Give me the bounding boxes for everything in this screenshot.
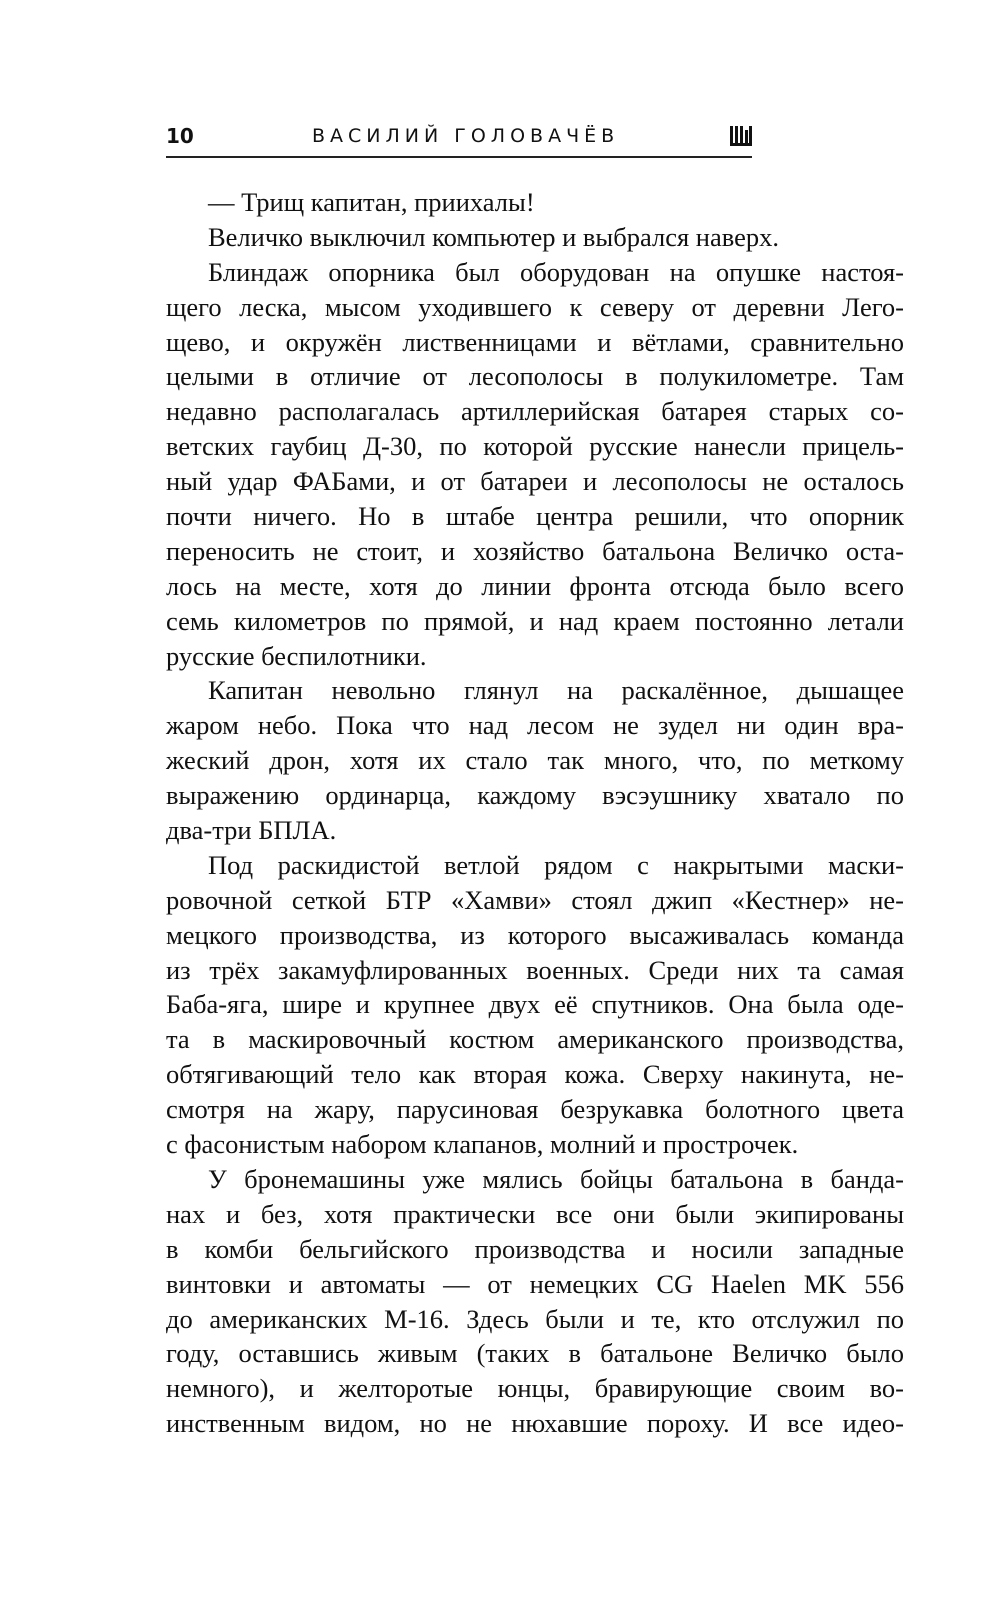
text-line: мецкого производства, из которого высаживалась команда	[166, 919, 904, 950]
text-line: щего леска, мысом уходившего к северу от деревни Лего-	[166, 291, 904, 322]
text-line: смотря на жару, парусиновая безрукавка болотного цвета	[166, 1094, 904, 1125]
running-header	[166, 122, 752, 158]
page-number: 10	[166, 124, 194, 148]
paragraph	[166, 673, 904, 847]
text-line: нах и без, хотя практически все они были экипированы	[166, 1198, 904, 1229]
text-line: обтягивающий тело как вторая кожа. Сверху накинута, не-	[166, 1059, 904, 1090]
text-line: та в маскировочный костюм американского производства,	[166, 1024, 904, 1055]
page-body	[166, 185, 904, 1441]
text-line: ветских гаубиц Д-30, по которой русские нанесли прицель-	[166, 431, 904, 462]
text-line: до американских М-16. Здесь были и те, кто отслужил по	[166, 1303, 904, 1334]
text-line: переносить не стоит, и хозяйство батальона Величко оста-	[166, 535, 904, 566]
text-line: жеский дрон, хотя их стало так много, что, по меткому	[166, 745, 904, 776]
text-line: — Трищ капитан, приихалы!	[208, 187, 535, 217]
text-line: почти ничего. Но в штабе центра решили, что опорник	[166, 501, 904, 532]
text-line: ный удар ФАБами, и от батареи и лесополосы не осталось	[166, 466, 904, 497]
text-line: два-три БПЛА.	[166, 815, 337, 846]
publisher-logo-icon	[730, 126, 752, 146]
paragraph	[166, 220, 904, 255]
text-line: Величко выключил компьютер и выбрался наверх.	[208, 221, 779, 252]
text-line: винтовки и автоматы — от немецких CG Haelen MK 556	[166, 1268, 904, 1299]
text-line: ровочной сеткой БТР «Хамви» стоял джип «Кестнер» не-	[166, 884, 904, 915]
text-line: в комби бельгийского производства и носили западные	[166, 1233, 904, 1264]
paragraph	[166, 1162, 904, 1441]
paragraph	[166, 185, 904, 220]
text-line: Баба-яга, шире и крупнее двух её спутников. Она была оде-	[166, 989, 904, 1020]
text-line: немного), и желторотые юнцы, бравирующие своим во-	[166, 1373, 904, 1404]
text-line: Блиндаж опорника был оборудован на опушке настоя-	[208, 256, 904, 287]
text-line: из трёх закамуфлированных военных. Среди них та самая	[166, 954, 904, 985]
text-line: щево, и окружён лиственницами и вётлами, сравнительно	[166, 326, 904, 357]
text-line: русские беспилотники.	[166, 640, 427, 671]
text-line: лось на месте, хотя до линии фронта отсюда было всего	[166, 570, 904, 601]
text-line: с фасонистым набором клапанов, молний и прострочек.	[166, 1129, 799, 1160]
text-line: жаром небо. Пока что над лесом не зудел ни один вра-	[166, 710, 904, 741]
text-line: У бронемашины уже мялись бойцы батальона в банда-	[208, 1163, 904, 1194]
text-line: инственным видом, но не нюхавшие пороху. И все идео-	[166, 1408, 904, 1439]
paragraph	[166, 255, 904, 674]
author-name: ВАСИЛИЙ ГОЛОВАЧЁВ	[312, 125, 620, 147]
text-line: выражению ординарца, каждому вэсэушнику хватало по	[166, 780, 904, 811]
text-line: году, оставшись живым (таких в батальоне Величко было	[166, 1338, 904, 1369]
text-line: недавно располагалась артиллерийская батарея старых со-	[166, 396, 904, 427]
paragraph	[166, 848, 904, 1162]
text-line: целыми в отличие от лесополосы в полукилометре. Там	[166, 361, 904, 392]
text-line: семь километров по прямой, и над краем постоянно летали	[166, 605, 904, 636]
text-line: Капитан невольно глянул на раскалённое, дышащее	[208, 675, 904, 706]
text-line: Под раскидистой ветлой рядом с накрытыми маски-	[208, 849, 904, 880]
